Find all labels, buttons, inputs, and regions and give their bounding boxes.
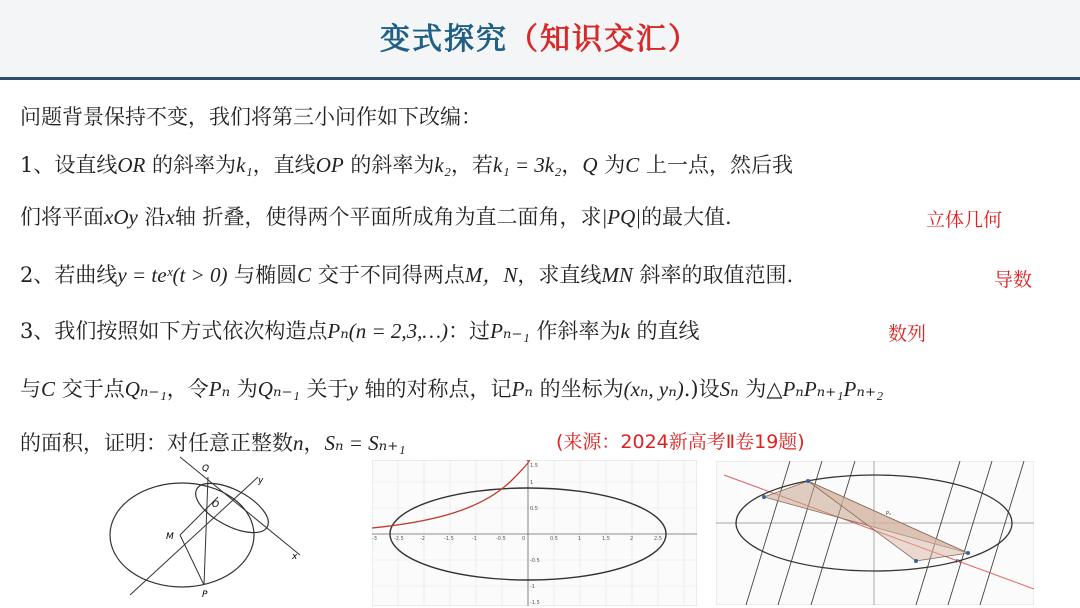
- q2-text: 与椭圆: [227, 263, 298, 287]
- svg-text:2: 2: [630, 536, 634, 542]
- q1-text: ，若: [451, 153, 493, 177]
- q3-line-b: [20, 374, 883, 404]
- label-O: O: [212, 500, 220, 510]
- svg-text:-2: -2: [420, 536, 425, 542]
- q3-n: n: [293, 431, 304, 455]
- label-P2: P₂: [956, 559, 962, 565]
- svg-text:2.5: 2.5: [654, 536, 662, 542]
- intro-line: [20, 102, 482, 132]
- source-note: (来源：2024新高考Ⅱ卷19题): [556, 431, 805, 453]
- title-paren: （知识交汇）: [508, 22, 700, 57]
- q1-PQ: |PQ|: [601, 205, 642, 229]
- svg-text:-2.5: -2.5: [394, 536, 404, 542]
- q3-text: 为: [738, 377, 767, 401]
- q2-text: ，求直线: [517, 263, 602, 287]
- q1-OR: OR: [117, 153, 146, 177]
- svg-text:0: 0: [522, 536, 526, 542]
- q3-n-range: (n = 2,3,…): [348, 319, 449, 343]
- q3-text: 3、我们按照如下方式依次构造点: [20, 319, 328, 343]
- q2-C: C: [297, 263, 312, 287]
- figure-ellipse-triangles: [716, 461, 1034, 605]
- q1-text: 为: [597, 153, 626, 177]
- q3-Qn-1: Qₙ₋₁: [257, 377, 300, 401]
- svg-text:-0.5: -0.5: [530, 558, 540, 564]
- svg-text:-1: -1: [472, 536, 477, 542]
- q3-line-c: [20, 428, 406, 458]
- label-x: x: [292, 552, 298, 562]
- q1-text: ，: [561, 153, 583, 177]
- q3-text: ，: [303, 431, 325, 455]
- svg-text:0.5: 0.5: [530, 506, 538, 512]
- label-P1: P₁: [886, 511, 892, 517]
- q3-Sn: Sₙ: [719, 377, 739, 401]
- q3-text: 的坐标为: [532, 377, 624, 401]
- q3-text: 作斜率为: [529, 319, 621, 343]
- q3-Pn: Pₙ: [511, 377, 533, 401]
- figure-folded-ellipse: [100, 455, 315, 605]
- svg-text:0.5: 0.5: [550, 536, 558, 542]
- q3-text: 的面积，证明：对任意正整数: [20, 431, 293, 455]
- tag-derivative: 导数: [994, 269, 1033, 291]
- segment-QP: [204, 477, 208, 585]
- q3-equation: Sₙ = Sₙ₊₁: [324, 431, 406, 455]
- page-title: [0, 14, 1080, 58]
- q1-text: 沿: [137, 205, 166, 229]
- q1-text: 们将平面: [20, 205, 104, 229]
- svg-text:-3: -3: [372, 536, 377, 542]
- svg-text:-1.5: -1.5: [444, 536, 454, 542]
- svg-text:-1: -1: [530, 584, 535, 590]
- q1-x: x: [165, 205, 175, 229]
- ellipse-base: [110, 483, 254, 587]
- q1-text: 的斜率为: [145, 153, 237, 177]
- q3-text: 轴的对称点，记: [357, 377, 512, 401]
- svg-text:1: 1: [530, 480, 534, 486]
- q2-MN: M，N: [464, 263, 518, 287]
- segment-MP: [180, 535, 204, 585]
- svg-text:-0.5: -0.5: [496, 536, 506, 542]
- q1-equation: k₁ = 3k₂: [493, 153, 562, 177]
- q1-k2: k₂: [434, 153, 451, 177]
- q3-Pn: Pₙ: [208, 377, 231, 401]
- svg-text:1.5: 1.5: [602, 536, 610, 542]
- q2-text: 交于不同得两点: [311, 263, 465, 287]
- q3-coords: (xₙ, yₙ): [623, 377, 684, 401]
- q3-text: 的直线: [629, 319, 700, 343]
- q1-Q: Q: [582, 153, 598, 177]
- q3-Pn: Pₙ: [327, 319, 349, 343]
- q3-text: 与: [20, 377, 41, 401]
- label-M: M: [166, 532, 174, 542]
- q3-triangle: △PₙPₙ₊₁Pₙ₊₂: [766, 377, 884, 401]
- q1-text: ，直线: [252, 153, 316, 177]
- tag-sequence: 数列: [888, 323, 927, 345]
- figure-ellipse-exponential: [372, 460, 697, 606]
- q1-k1: k₁: [236, 153, 253, 177]
- q1-text: 的斜率为: [343, 153, 435, 177]
- q2-line: [20, 260, 793, 290]
- label-y: y: [258, 476, 264, 486]
- q3-text: 交于点: [55, 377, 125, 401]
- title-main: 变式探究: [380, 22, 508, 57]
- line-y-axis: [130, 477, 258, 595]
- svg-text:1.5: 1.5: [530, 463, 538, 469]
- q3-y: y: [348, 377, 358, 401]
- q3-Pn-1: Pₙ₋₁: [490, 319, 530, 343]
- svg-text:1: 1: [578, 536, 582, 542]
- q1-text: 轴 折叠，使得两个平面所成角为直二面角，求: [174, 205, 602, 229]
- q1-text: 上一点，然后我: [639, 153, 793, 177]
- q3-text: 为: [230, 377, 258, 401]
- q1-text: 的最大值.: [641, 205, 732, 229]
- q3-Qn-1: Qₙ₋₁: [124, 377, 167, 401]
- line-x-axis: [180, 457, 300, 555]
- q1-OP: OP: [315, 153, 344, 177]
- q1-xOy: xOy: [104, 205, 138, 229]
- q2-MN2: MN: [601, 263, 633, 287]
- q3-line-a: [20, 316, 700, 346]
- intro-text: 问题背景保持不变，我们将第三小问作如下改编：: [20, 105, 482, 129]
- q3-text: 关于: [299, 377, 349, 401]
- q3-k: k: [620, 319, 630, 343]
- q1-C: C: [625, 153, 640, 177]
- tag-solid-geometry: 立体几何: [926, 209, 1003, 231]
- header-divider: [0, 77, 1080, 80]
- q1-text: 1、设直线: [20, 153, 118, 177]
- label-Q: Q: [202, 464, 210, 474]
- q1-line-b: [20, 202, 732, 232]
- q1-line-a: [20, 150, 793, 180]
- q3-C: C: [41, 377, 56, 401]
- q2-text: 2、若曲线: [20, 263, 118, 287]
- q3-text: ，令: [166, 377, 209, 401]
- svg-text:-1.5: -1.5: [530, 600, 540, 606]
- q3-text: .)设: [683, 377, 720, 401]
- q2-curve: y = teˣ(t > 0): [117, 263, 228, 287]
- label-P: P: [202, 590, 208, 600]
- q3-text: ：过: [448, 319, 491, 343]
- q2-text: 斜率的取值范围.: [632, 263, 794, 287]
